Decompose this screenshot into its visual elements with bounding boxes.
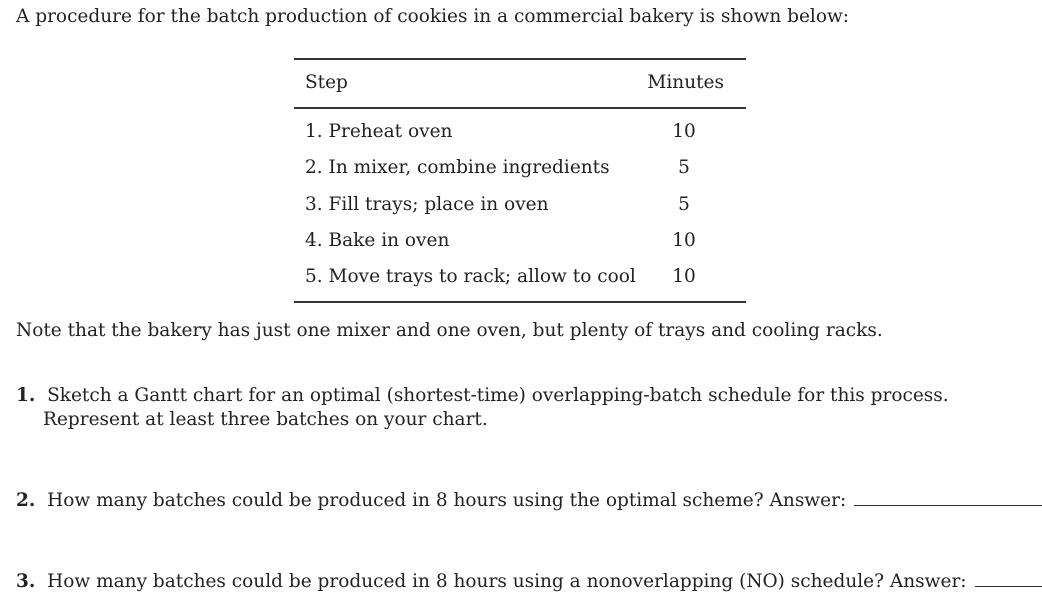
header-step: Step [305, 72, 348, 93]
table-bottom-rule [294, 301, 746, 303]
step-cell: 4. Bake in oven [305, 230, 450, 251]
step-cell: 1. Preheat oven [305, 121, 453, 142]
minutes-cell: 10 [672, 266, 696, 287]
question-text: Sketch a Gantt chart for an optimal (shortest-time) overlapping-batch schedule for this process. Represent at least three batches on your chart. [43, 385, 949, 430]
minutes-cell: 10 [672, 121, 696, 142]
answer-blank[interactable] [854, 505, 1042, 506]
question-3 [16, 571, 1042, 592]
question-1 [16, 384, 1026, 432]
table-row [294, 157, 746, 181]
question-2 [16, 490, 1042, 511]
note-text: Note that the bakery has just one mixer and one oven, but plenty of trays and cooling racks. [16, 320, 883, 341]
question-text: How many batches could be produced in 8 hours using a nonoverlapping (NO) schedule? Answer: [47, 571, 967, 592]
step-cell: 5. Move trays to rack; allow to cool [305, 266, 636, 287]
step-cell: 3. Fill trays; place in oven [305, 194, 549, 215]
minutes-cell: 5 [678, 194, 690, 215]
header-minutes: Minutes [647, 72, 724, 93]
table-header-rule [294, 107, 746, 109]
intro-text: A procedure for the batch production of cookies in a commercial bakery is shown below: [16, 6, 850, 27]
table-row [294, 194, 746, 218]
question-number: 1. [16, 385, 36, 406]
minutes-cell: 5 [678, 157, 690, 178]
minutes-cell: 10 [672, 230, 696, 251]
table-top-rule [294, 58, 746, 60]
step-cell: 2. In mixer, combine ingredients [305, 157, 610, 178]
table-row [294, 266, 746, 290]
question-text: How many batches could be produced in 8 hours using the optimal scheme? Answer: [47, 490, 847, 511]
answer-blank[interactable] [975, 586, 1042, 587]
table-row [294, 230, 746, 254]
question-number: 3. [16, 571, 36, 592]
question-number: 2. [16, 490, 36, 511]
table-row [294, 121, 746, 145]
